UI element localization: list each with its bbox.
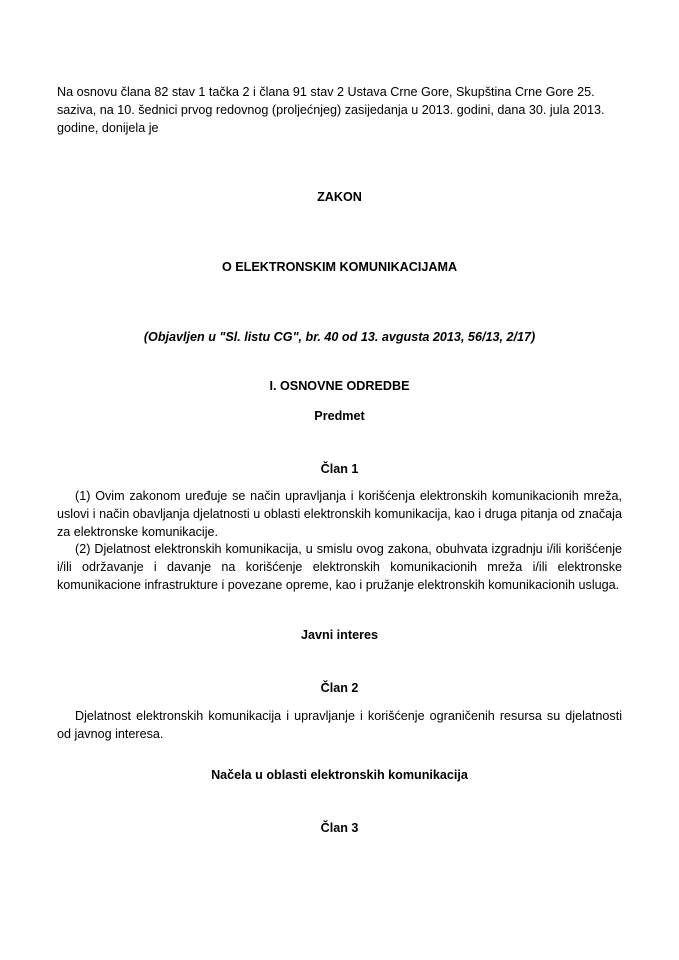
publication-note: (Objavljen u "Sl. listu CG", br. 40 od 13. avgusta 2013, 56/13, 2/17) [143,330,536,344]
section-heading-javni-interes: Javni interes [300,628,378,642]
law-title: ZAKON [317,190,362,204]
article-3-title: Član 3 [320,821,359,835]
article-1-paragraph-2: (2) Djelatnost elektronskih komunikacija, u smislu ovog zakona, obuhvata izgradnju i/ili korišćenje i/ili održavanje i davanje na korišćenje elektronskih komunikacionih mreža i/ili elektronske komunikacione infrastrukture i povezane opreme, kao i pružanje elektronskih komunikacionih usluga. [57,542,622,592]
article-1-body [57,488,622,595]
preamble: Na osnovu člana 82 stav 1 tačka 2 i člana 91 stav 2 Ustava Crne Gore, Skupština Crne Gore 25. saziva, na 10. šednici prvog redovnog (proljećnjeg) zasijedanja u 2013. godini, dana 30. jula 2013. godine, donijela je [57,85,605,135]
section-heading-predmet: Predmet [314,409,365,423]
law-subject: O ELEKTRONSKIM KOMUNIKACIJAMA [221,260,458,274]
article-1-paragraph-1: (1) Ovim zakonom uređuje se način upravljanja i korišćenja elektronskih komunikacionih mreža, uslovi i način obavljanja djelatnosti u oblasti elektronskih komunikacija, kao i druga pitanja od značaja za elektronske komunikacije. [57,489,622,539]
part-title: I. OSNOVNE ODREDBE [269,379,410,393]
article-2-title: Član 2 [320,681,359,695]
section-heading-nacela: Načela u oblasti elektronskih komunikacija [211,768,468,782]
article-2-body [57,708,622,744]
article-1-title: Član 1 [320,462,359,476]
article-2-paragraph-1: Djelatnost elektronskih komunikacija i upravljanje i korišćenje ograničenih resursa su djelatnosti od javnog interesa. [57,709,622,741]
